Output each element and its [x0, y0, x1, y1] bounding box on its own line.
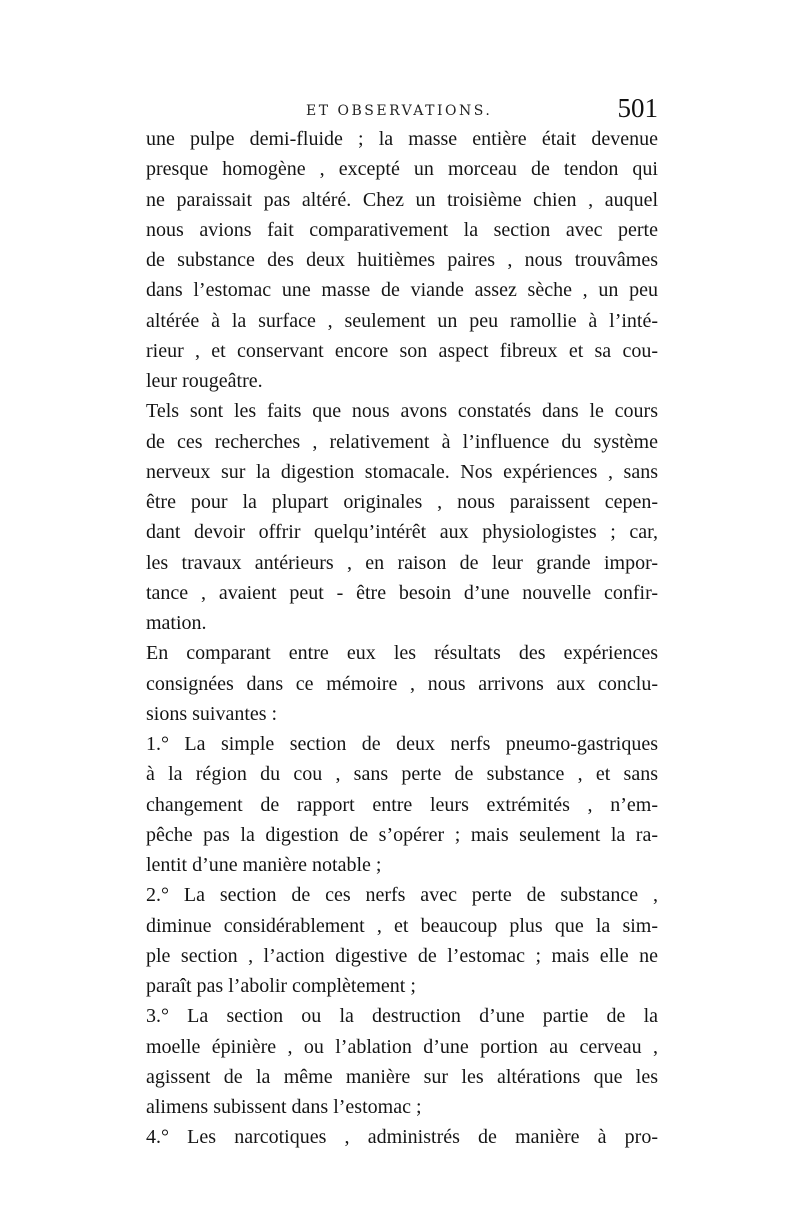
text-line: leur rougeâtre.: [146, 370, 263, 392]
text-line: Tels sont les faits que nous avons constatés dans le cours: [146, 400, 658, 423]
text-line: 4.° Les narcotiques , administrés de manière à pro-: [146, 1126, 658, 1149]
text-line: ple section , l’action digestive de l’estomac ; mais elle ne: [146, 944, 658, 967]
text-line: 2.° La section de ces nerfs avec perte de substance ,: [146, 884, 658, 907]
body-text: [146, 124, 658, 1153]
text-line: alimens subissent dans l’estomac ;: [146, 1096, 422, 1118]
text-line: à la région du cou , sans perte de substance , et sans: [146, 763, 658, 786]
text-line: dant devoir offrir quelqu’intérêt aux physiologistes ; car,: [146, 521, 658, 544]
text-line: nerveux sur la digestion stomacale. Nos expériences , sans: [146, 460, 658, 483]
page-number: 501: [617, 93, 658, 123]
text-line: dans l’estomac une masse de viande assez sèche , un peu: [146, 279, 658, 302]
text-line: agissent de la même manière sur les altérations que les: [146, 1065, 658, 1088]
text-line: pêche pas la digestion de s’opérer ; mais seulement la ra-: [146, 823, 658, 846]
text-line: altérée à la surface , seulement un peu ramollie à l’inté-: [146, 309, 658, 332]
text-line: consignées dans ce mémoire , nous arrivons aux conclu-: [146, 672, 658, 695]
text-line: sions suivantes :: [146, 702, 278, 725]
text-line: mation.: [146, 612, 207, 634]
text-line: les travaux antérieurs , en raison de leur grande impor-: [146, 551, 658, 574]
text-line: une pulpe demi-fluide ; la masse entière était devenue: [146, 128, 658, 150]
text-line: changement de rapport entre leurs extrémités , n’em-: [146, 793, 658, 816]
text-line: 3.° La section ou la destruction d’une partie de la: [146, 1005, 658, 1028]
text-line: de substance des deux huitièmes paires , nous trouvâmes: [146, 249, 658, 271]
text-line: tance , avaient peut - être besoin d’une nouvelle confir-: [146, 581, 658, 604]
text-line: En comparant entre eux les résultats des expériences: [146, 642, 658, 665]
text-line: être pour la plupart originales , nous paraissent cepen-: [146, 491, 658, 513]
text-line: diminue considérablement , et beaucoup plus que la sim-: [146, 914, 658, 937]
text-line: presque homogène , excepté un morceau de tendon qui: [146, 158, 658, 181]
running-title: ET OBSERVATIONS.: [306, 103, 493, 119]
text-line: ne paraissait pas altéré. Chez un troisième chien , auquel: [146, 188, 658, 211]
text-line: moelle épinière , ou l’ablation d’une portion au cerveau ,: [146, 1035, 658, 1058]
text-line: nous avions fait comparativement la section avec perte: [146, 218, 658, 241]
text-line: paraît pas l’abolir complètement ;: [146, 975, 416, 997]
text-line: rieur , et conservant encore son aspect fibreux et sa cou-: [146, 339, 658, 362]
text-line: lentit d’une manière notable ;: [146, 854, 382, 876]
text-line: 1.° La simple section de deux nerfs pneumo-gastriques: [146, 733, 658, 755]
text-line: de ces recherches , relativement à l’influence du système: [146, 430, 658, 453]
running-head: [146, 93, 658, 125]
